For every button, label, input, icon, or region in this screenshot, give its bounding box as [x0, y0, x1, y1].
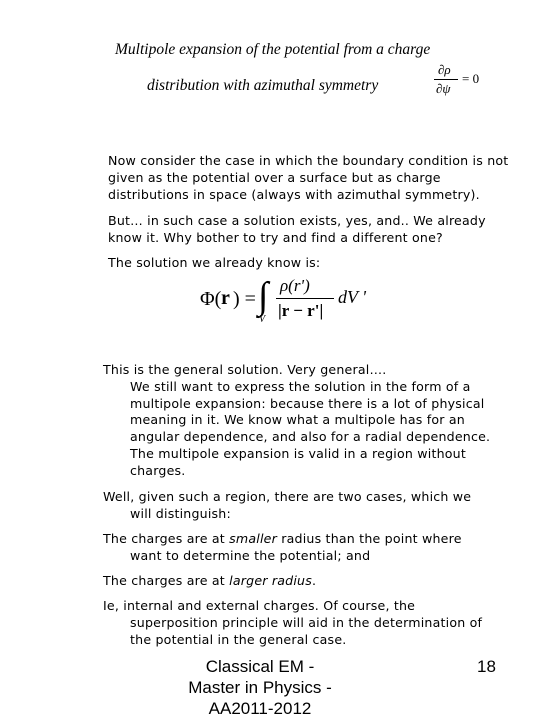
paragraph-general-solution [103, 362, 490, 480]
text-run: The charges are at [103, 573, 230, 588]
formula-fraction-bar [276, 298, 334, 299]
azimuthal-symmetry-condition [432, 62, 494, 104]
condition-rhs: = 0 [462, 71, 480, 86]
text-line: charges. [130, 462, 186, 478]
text-line: We still want to express the solution in the form of a [130, 378, 471, 394]
text-line: given as the potential over a surface but as charge [108, 169, 441, 185]
integral-sign: ∫ [258, 275, 269, 317]
formula-differential: dV ' [338, 287, 367, 307]
formula-r-vector: r [221, 287, 230, 309]
text-line: But… in such case a solution exists, yes, and.. We already [108, 213, 486, 228]
footer-line: Master in Physics - [188, 678, 332, 697]
text-line: The multipole expansion is valid in a region without [130, 445, 466, 461]
emphasis-smaller: smaller [229, 531, 278, 546]
text-line: want to determine the potential; and [130, 547, 371, 563]
footer-line: AA2011-2012 [208, 699, 312, 718]
slide-footer [160, 656, 360, 719]
formula-phi: Φ( [200, 288, 222, 310]
page-number: 18 [477, 657, 496, 676]
text-line: distributions in space (always with azimuthal symmetry). [108, 186, 480, 202]
paragraph-boundary-condition [108, 153, 508, 203]
slide-title-line-2: distribution with azimuthal symmetry [147, 77, 379, 94]
formula-numerator: ρ(r') [280, 276, 310, 295]
text-run: . [312, 573, 317, 588]
integral-lower-limit: V [259, 314, 266, 325]
text-run: radius than the point where [277, 531, 462, 546]
text-line: the potential in the general case. [130, 631, 347, 647]
text-line: meaning in it. We know what a multipole has for an [130, 412, 465, 428]
fraction-bar [434, 79, 458, 80]
text-line [103, 531, 462, 548]
paragraph-why-bother [108, 213, 486, 247]
formula-lhs-close: ) = [233, 288, 256, 310]
formula-denominator: |r − r'| [278, 301, 324, 320]
paragraph-known-solution: The solution we already know is: [108, 255, 321, 270]
emphasis-larger-radius: larger radius [229, 573, 312, 588]
text-line: Ie, internal and external charges. Of course, the [103, 598, 416, 613]
paragraph-internal-external [103, 598, 482, 648]
text-line: will distinguish: [130, 505, 231, 521]
text-line: This is the general solution. Very general…. [103, 362, 387, 377]
text-line: superposition principle will aid in the determination of [130, 614, 483, 630]
paragraph-two-cases [103, 489, 471, 523]
text-run: The charges are at [103, 531, 230, 546]
paragraph-smaller-radius [103, 531, 462, 565]
condition-denominator: ∂ψ [436, 81, 451, 96]
footer-line: Classical EM - [205, 657, 315, 676]
potential-integral-formula [200, 268, 367, 332]
slide-title-line-1: Multipole expansion of the potential from a charge [115, 41, 431, 58]
text-line: Now consider the case in which the boundary condition is not [108, 153, 509, 168]
paragraph-larger-radius [103, 573, 316, 590]
text-line: Well, given such a region, there are two cases, which we [103, 489, 472, 504]
text-line: know it. Why bother to try and find a different one? [108, 229, 443, 245]
text-line: multipole expansion: because there is a lot of physical [130, 395, 485, 411]
condition-numerator: ∂ρ [438, 62, 451, 77]
text-line: angular dependence, and also for a radial dependence. [130, 429, 491, 445]
